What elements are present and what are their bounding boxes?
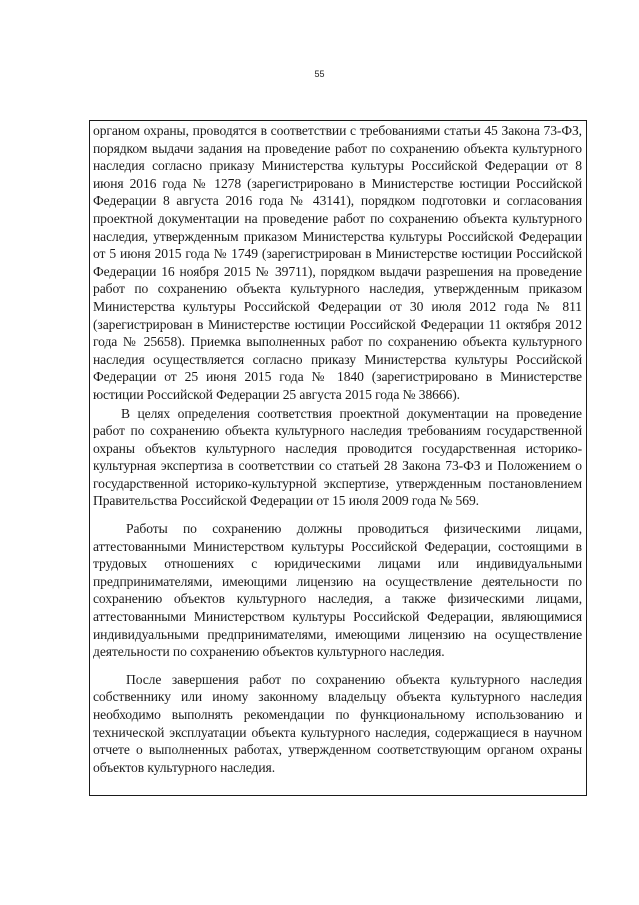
paragraph-personnel: Работы по сохранению должны проводиться физическими лицами, аттестованными Министерством культуры Российской Федерации, состоящими в трудовых отношениях с юридическими лицами или индивидуальными предпринимателями, имеющими лицензию на осуществление деятельности по сохранению объектов культурного наследия, а также физическими лицами, аттестованными Министерством культуры Российской Федерации, являющимися индивидуальными предпринимателями, имеющими лицензию на осуществление деятельности по сохранению объектов культурного наследия.	[93, 521, 582, 660]
paragraph-expertise: В целях определения соответствия проектной документации на проведение работ по сохранению объекта культурного наследия требованиям государственной охраны объектов культурного наследия проводится государственная историко-культурная экспертиза в соответствии со статьей 28 Закона 73-ФЗ и Положением о государственной историко-культурной экспертизе, утвержденным постановлением Правительства Российской Федерации от 15 июля 2009 года № 569.	[93, 405, 582, 509]
document-text-frame	[89, 120, 587, 796]
paragraph-after-completion: После завершения работ по сохранению объекта культурного наследия собственнику или иному законному владельцу объекта культурного наследия необходимо выполнять рекомендации по функциональному использованию и технической эксплуатации объекта культурного наследия, содержащиеся в научном отчете о выполненных работах, утвержденном соответствующим органом охраны объектов культурного наследия.	[93, 671, 582, 775]
page-number: 55	[314, 69, 325, 79]
paragraph-continuation: органом охраны, проводятся в соответствии с требованиями статьи 45 Закона 73-ФЗ, порядком выдачи задания на проведение работ по сохранению объекта культурного наследия согласно приказу Министерства культуры Российской Федерации от 8 июня 2016 года № 1278 (зарегистрировано в Министерстве юстиции Российской Федерации 8 августа 2016 года № 43141), порядком подготовки и согласования проектной документации на проведение работ по сохранению объекта культурного наследия, утвержденным приказом Министерства культуры Российской Федерации от 5 июня 2015 года № 1749 (зарегистрирован в Министерстве юстиции Российской Федерации 16 ноября 2015 № 39711), порядком выдачи разрешения на проведение работ по сохранению объекта культурного наследия, утвержденным приказом Министерства культуры Российской Федерации от 30 июля 2012 года № 811 (зарегистрирован в Министерстве юстиции Российской Федерации 11 октября 2012 года № 25658). Приемка выполненных работ по сохранению объекта культурного наследия осуществляется согласно приказу Министерства культуры Российской Федерации от 25 июня 2015 года № 1840 (зарегистрировано в Министерстве юстиции Российской Федерации 25 августа 2015 года № 38666).	[93, 123, 582, 402]
